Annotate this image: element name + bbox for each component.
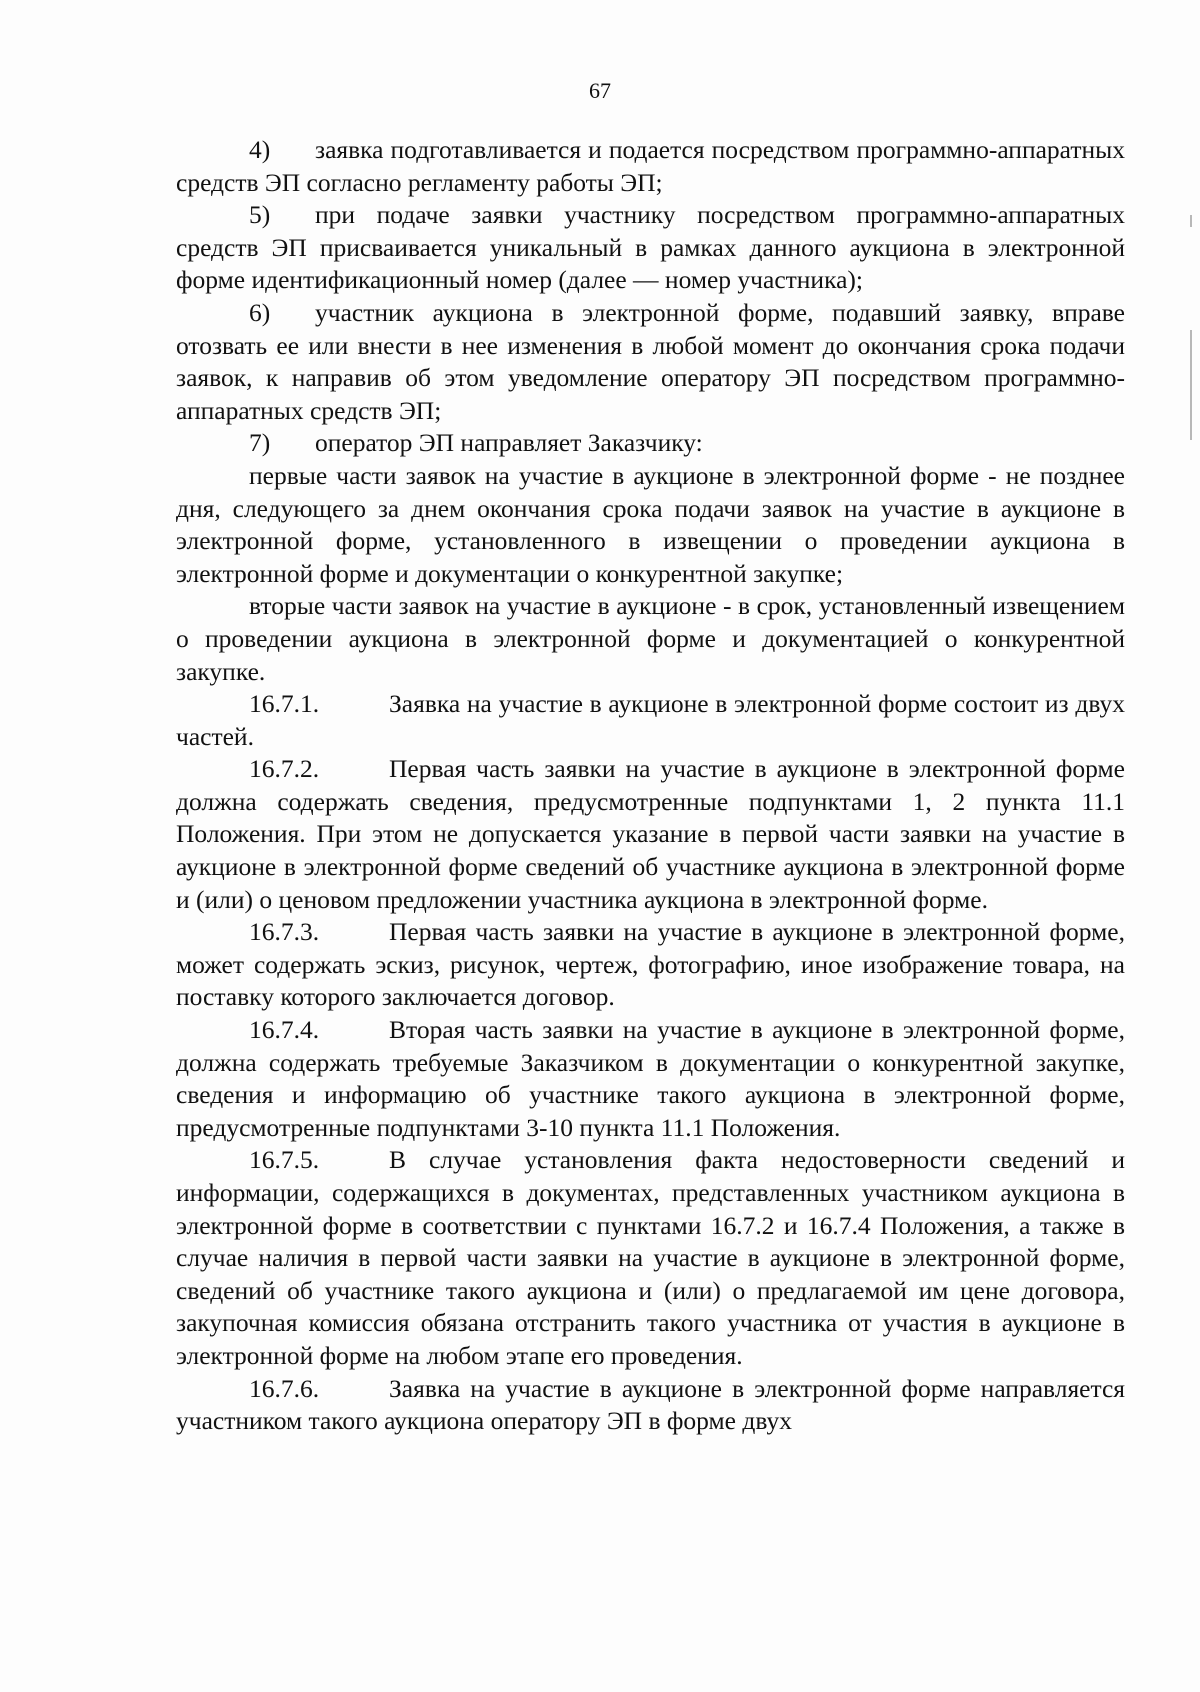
- item-number: 6): [249, 297, 271, 327]
- paragraph-item-4: [176, 134, 1125, 199]
- clause-number: 16.7.2.: [249, 754, 320, 784]
- clause-text: Первая часть заявки на участие в аукционе в электронной форме должна содержать сведения, предусмотренные подпунктами 1, 2 пункта 11.1 Положения. При этом не допускается указание в первой части заявки на участие в аукционе в электронной форме сведений об участнике аукциона в электронной форме и (или) о ценовом предложении участника аукциона в электронной форме.: [176, 754, 1125, 914]
- paragraph-text: заявка подготавливается и подается посредством программно-аппаратных средств ЭП согласно регламенту работы ЭП;: [176, 135, 1125, 197]
- clause-text: Первая часть заявки на участие в аукционе в электронной форме, может содержать эскиз, рисунок, чертеж, фотографию, иное изображение товара, на поставку которого заключается договор.: [176, 917, 1125, 1012]
- clause-16-7-5: [176, 1144, 1125, 1372]
- clause-16-7-6: [176, 1373, 1125, 1438]
- scan-edge-mark: [1190, 215, 1192, 227]
- paragraph-text: участник аукциона в электронной форме, подавший заявку, вправе отозвать ее или внести в нее изменения в любой момент до окончания срока подачи заявок, к направив об этом уведомление оператору ЭП посредством программно-аппаратных средств ЭП;: [176, 297, 1125, 425]
- clause-16-7-4: [176, 1014, 1125, 1144]
- clause-number: 16.7.3.: [249, 917, 320, 947]
- clause-number: 16.7.1.: [249, 689, 320, 719]
- paragraph-text: при подаче заявки участнику посредством программно-аппаратных средств ЭП присваивается уникальный в рамках данного аукциона в электронной форме идентификационный номер (далее — номер участника);: [176, 200, 1125, 295]
- paragraph-second-parts: вторые части заявок на участие в аукционе - в срок, установленный извещением о проведении аукциона в электронной форме и документацией о конкурентной закупке.: [176, 591, 1125, 686]
- document-body: [176, 134, 1125, 1438]
- clause-16-7-2: [176, 753, 1125, 916]
- clause-16-7-1: [176, 688, 1125, 753]
- clause-16-7-3: [176, 916, 1125, 1014]
- page-number: 67: [589, 78, 611, 103]
- clause-number: 16.7.4.: [249, 1015, 320, 1045]
- paragraph-text: оператор ЭП направляет Заказчику:: [315, 428, 703, 458]
- clause-number: 16.7.5.: [249, 1145, 320, 1175]
- item-number: 7): [249, 428, 271, 458]
- scan-edge-mark: [1190, 330, 1192, 440]
- clause-text: Вторая часть заявки на участие в аукционе в электронной форме, должна содержать требуемые Заказчиком в документации о конкурентной закупке, сведения и информацию об участнике такого аукциона в электронной форме, предусмотренные подпунктами 3-10 пункта 11.1 Положения.: [176, 1015, 1125, 1142]
- clause-number: 16.7.6.: [249, 1373, 320, 1403]
- clause-text: Заявка на участие в аукционе в электронной форме направляется участником такого аукциона оператору ЭП в форме двух: [176, 1373, 1125, 1436]
- paragraph-item-5: [176, 199, 1125, 297]
- paragraph-item-6: [176, 297, 1125, 427]
- item-number: 5): [249, 200, 271, 230]
- clause-text: В случае установления факта недостоверности сведений и информации, содержащихся в документах, представленных участником аукциона в электронной форме в соответствии с пунктами 16.7.2 и 16.7.4 Положения, а также в случае наличия в первой части заявки на участие в аукционе в электронной форме, сведений об участнике такого аукциона и (или) о предлагаемой им цене договора, закупочная комиссия обязана отстранить такого участника от участия в аукционе в электронной форме на любом этапе его проведения.: [176, 1145, 1125, 1370]
- paragraph-first-parts: первые части заявок на участие в аукционе в электронной форме - не позднее дня, следующего за днем окончания срока подачи заявок на участие в аукционе в электронной форме, установленного в извещении о проведении аукциона в электронной форме и документации о конкурентной закупке;: [176, 460, 1125, 588]
- clause-text: Заявка на участие в аукционе в электронной форме состоит из двух частей.: [176, 689, 1125, 751]
- item-number: 4): [249, 135, 271, 164]
- paragraph-item-7: [176, 427, 1125, 460]
